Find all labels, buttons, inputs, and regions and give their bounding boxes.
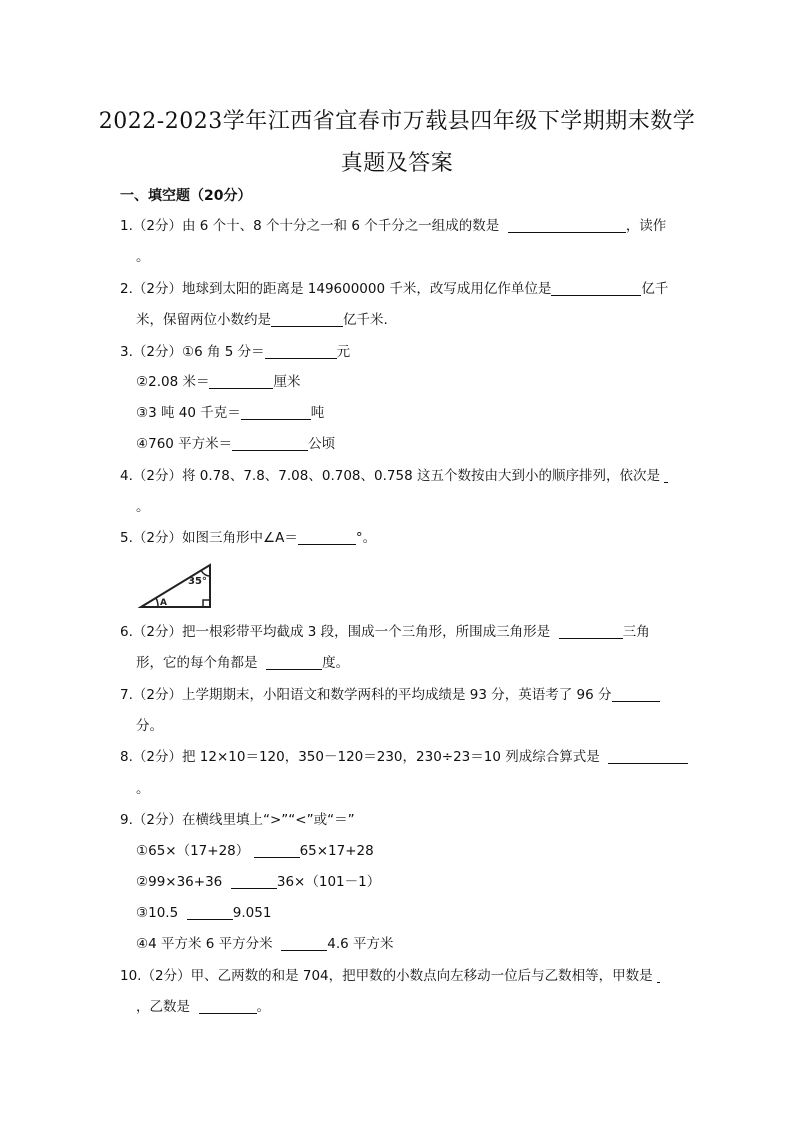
question-points: （2分） [132,687,182,703]
answer-blank[interactable] [608,749,688,764]
question-text: 把一根彩带平均截成 3 段，围成一个三角形，所围成三角形是 [181,624,551,640]
question-text: 度。 [322,655,350,671]
question-number: 4. [120,468,133,484]
answer-blank[interactable] [254,843,300,858]
question-text: 65×17+28 [299,843,374,859]
answer-blank[interactable] [559,624,623,639]
answer-blank[interactable] [187,905,233,920]
question-7 [120,686,660,704]
question-points: （2分） [132,281,182,297]
question-7-continuation: 分。 [136,718,163,734]
question-text: ，乙数是 [136,999,190,1015]
question-text: 。 [256,999,271,1015]
answer-blank[interactable] [298,530,356,545]
question-text: 元 [336,344,351,360]
question-points: （2分） [132,468,182,484]
question-text: 厘米 [273,374,301,390]
question-number: 6. [120,624,133,640]
question-3-part-4 [136,435,335,453]
question-text: ④4 平方米 6 平方分米 [136,936,273,952]
answer-blank[interactable] [232,436,308,451]
answer-blank[interactable] [612,687,660,702]
question-4-continuation: 。 [136,499,150,515]
question-number: 3. [120,344,133,360]
question-text: 把 12×10＝120，350－120＝230，230÷23＝10 列成综合算式是 [181,749,600,765]
angle-label: 35° [188,576,207,587]
question-4 [120,467,668,485]
question-text: °。 [355,530,377,546]
question-text: 将 0.78、7.8、7.08、0.708、0.758 这五个数按由大到小的顺序排列，依次是 [181,468,660,484]
question-points: （2分） [132,530,182,546]
question-3 [120,343,350,361]
document-title-line-1: 2022-2023学年江西省宜春市万载县四年级下学期期末数学 [98,109,696,134]
question-3-part-3 [136,404,324,422]
question-points: （2分） [132,218,182,234]
question-text: 吨 [310,405,325,421]
answer-blank[interactable] [508,218,626,233]
question-text: ②2.08 米＝ [136,374,210,390]
question-6-continuation [136,654,349,672]
question-8 [120,748,688,766]
question-10-continuation [136,998,270,1016]
question-10 [120,967,660,985]
answer-blank[interactable] [657,968,660,983]
question-number: 10. [120,968,142,984]
question-number: 8. [120,749,133,765]
triangle-figure [138,562,214,610]
question-2-continuation [136,311,388,329]
question-text: 形，它的每个角都是 [136,655,258,671]
question-text: 上学期期末，小阳语文和数学两科的平均成绩是 93 分，英语考了 96 分 [181,687,612,703]
question-text: 甲、乙两数的和是 704，把甲数的小数点向左移动一位后与乙数相等，甲数是 [190,968,653,984]
question-text: 三角 [622,624,650,640]
question-text: ③10.5 [136,905,179,921]
question-number: 1. [120,218,133,234]
question-points: （2分） [132,812,182,828]
answer-blank[interactable] [271,312,343,327]
section-heading: 一、填空题（20分） [120,188,252,204]
answer-blank[interactable] [241,405,311,420]
question-text: 36×（101－1） [276,874,381,890]
question-text: 地球到太阳的距离是 149600000 千米，改写成用亿作单位是 [181,281,552,297]
question-9-part-4 [136,935,394,953]
question-1-continuation: 。 [136,249,150,265]
question-text: 4.6 平方米 [327,936,394,952]
question-6 [120,623,650,641]
question-number: 9. [120,812,133,828]
answer-blank[interactable] [281,936,327,951]
question-text: ②99×36+36 [136,874,223,890]
question-text: 公顷 [308,436,336,452]
question-number: 5. [120,530,133,546]
question-points: （2分） [141,968,191,984]
question-text: 米，保留两位小数约是 [136,312,271,328]
question-9-part-1 [136,842,374,860]
answer-blank[interactable] [231,874,277,889]
answer-blank[interactable] [551,281,641,296]
question-8-continuation: 。 [136,781,150,797]
answer-blank[interactable] [209,374,273,389]
question-text: 亿千 [641,281,669,297]
question-text: ，读作 [625,218,667,234]
question-3-part-2 [136,373,300,391]
document-title-line-2: 真题及答案 [340,151,454,176]
question-text: 在横线里填上“>”“<”或“＝” [181,812,355,828]
question-number: 2. [120,281,133,297]
question-text: ①6 角 5 分＝ [181,344,265,360]
vertex-label: A [160,598,167,608]
question-9-part-3 [136,904,271,922]
question-text: 亿千米. [343,312,388,328]
question-text: ①65×（17+28） [136,843,250,859]
question-2 [120,280,668,298]
question-5 [120,529,376,547]
question-text: ③3 吨 40 千克＝ [136,405,241,421]
question-number: 7. [120,687,133,703]
answer-blank[interactable] [265,344,337,359]
question-text: 9.051 [232,905,272,921]
answer-blank[interactable] [664,468,668,483]
question-text: 如图三角形中∠A＝ [181,530,298,546]
question-1 [120,217,666,235]
question-points: （2分） [132,624,182,640]
answer-blank[interactable] [266,655,322,670]
question-points: （2分） [132,749,182,765]
question-9-part-2 [136,873,380,891]
question-points: （2分） [132,344,182,360]
question-9 [120,811,355,829]
answer-blank[interactable] [199,999,257,1014]
question-text: 由 6 个十、8 个十分之一和 6 个千分之一组成的数是 [181,218,500,234]
question-text: ④760 平方米＝ [136,436,233,452]
